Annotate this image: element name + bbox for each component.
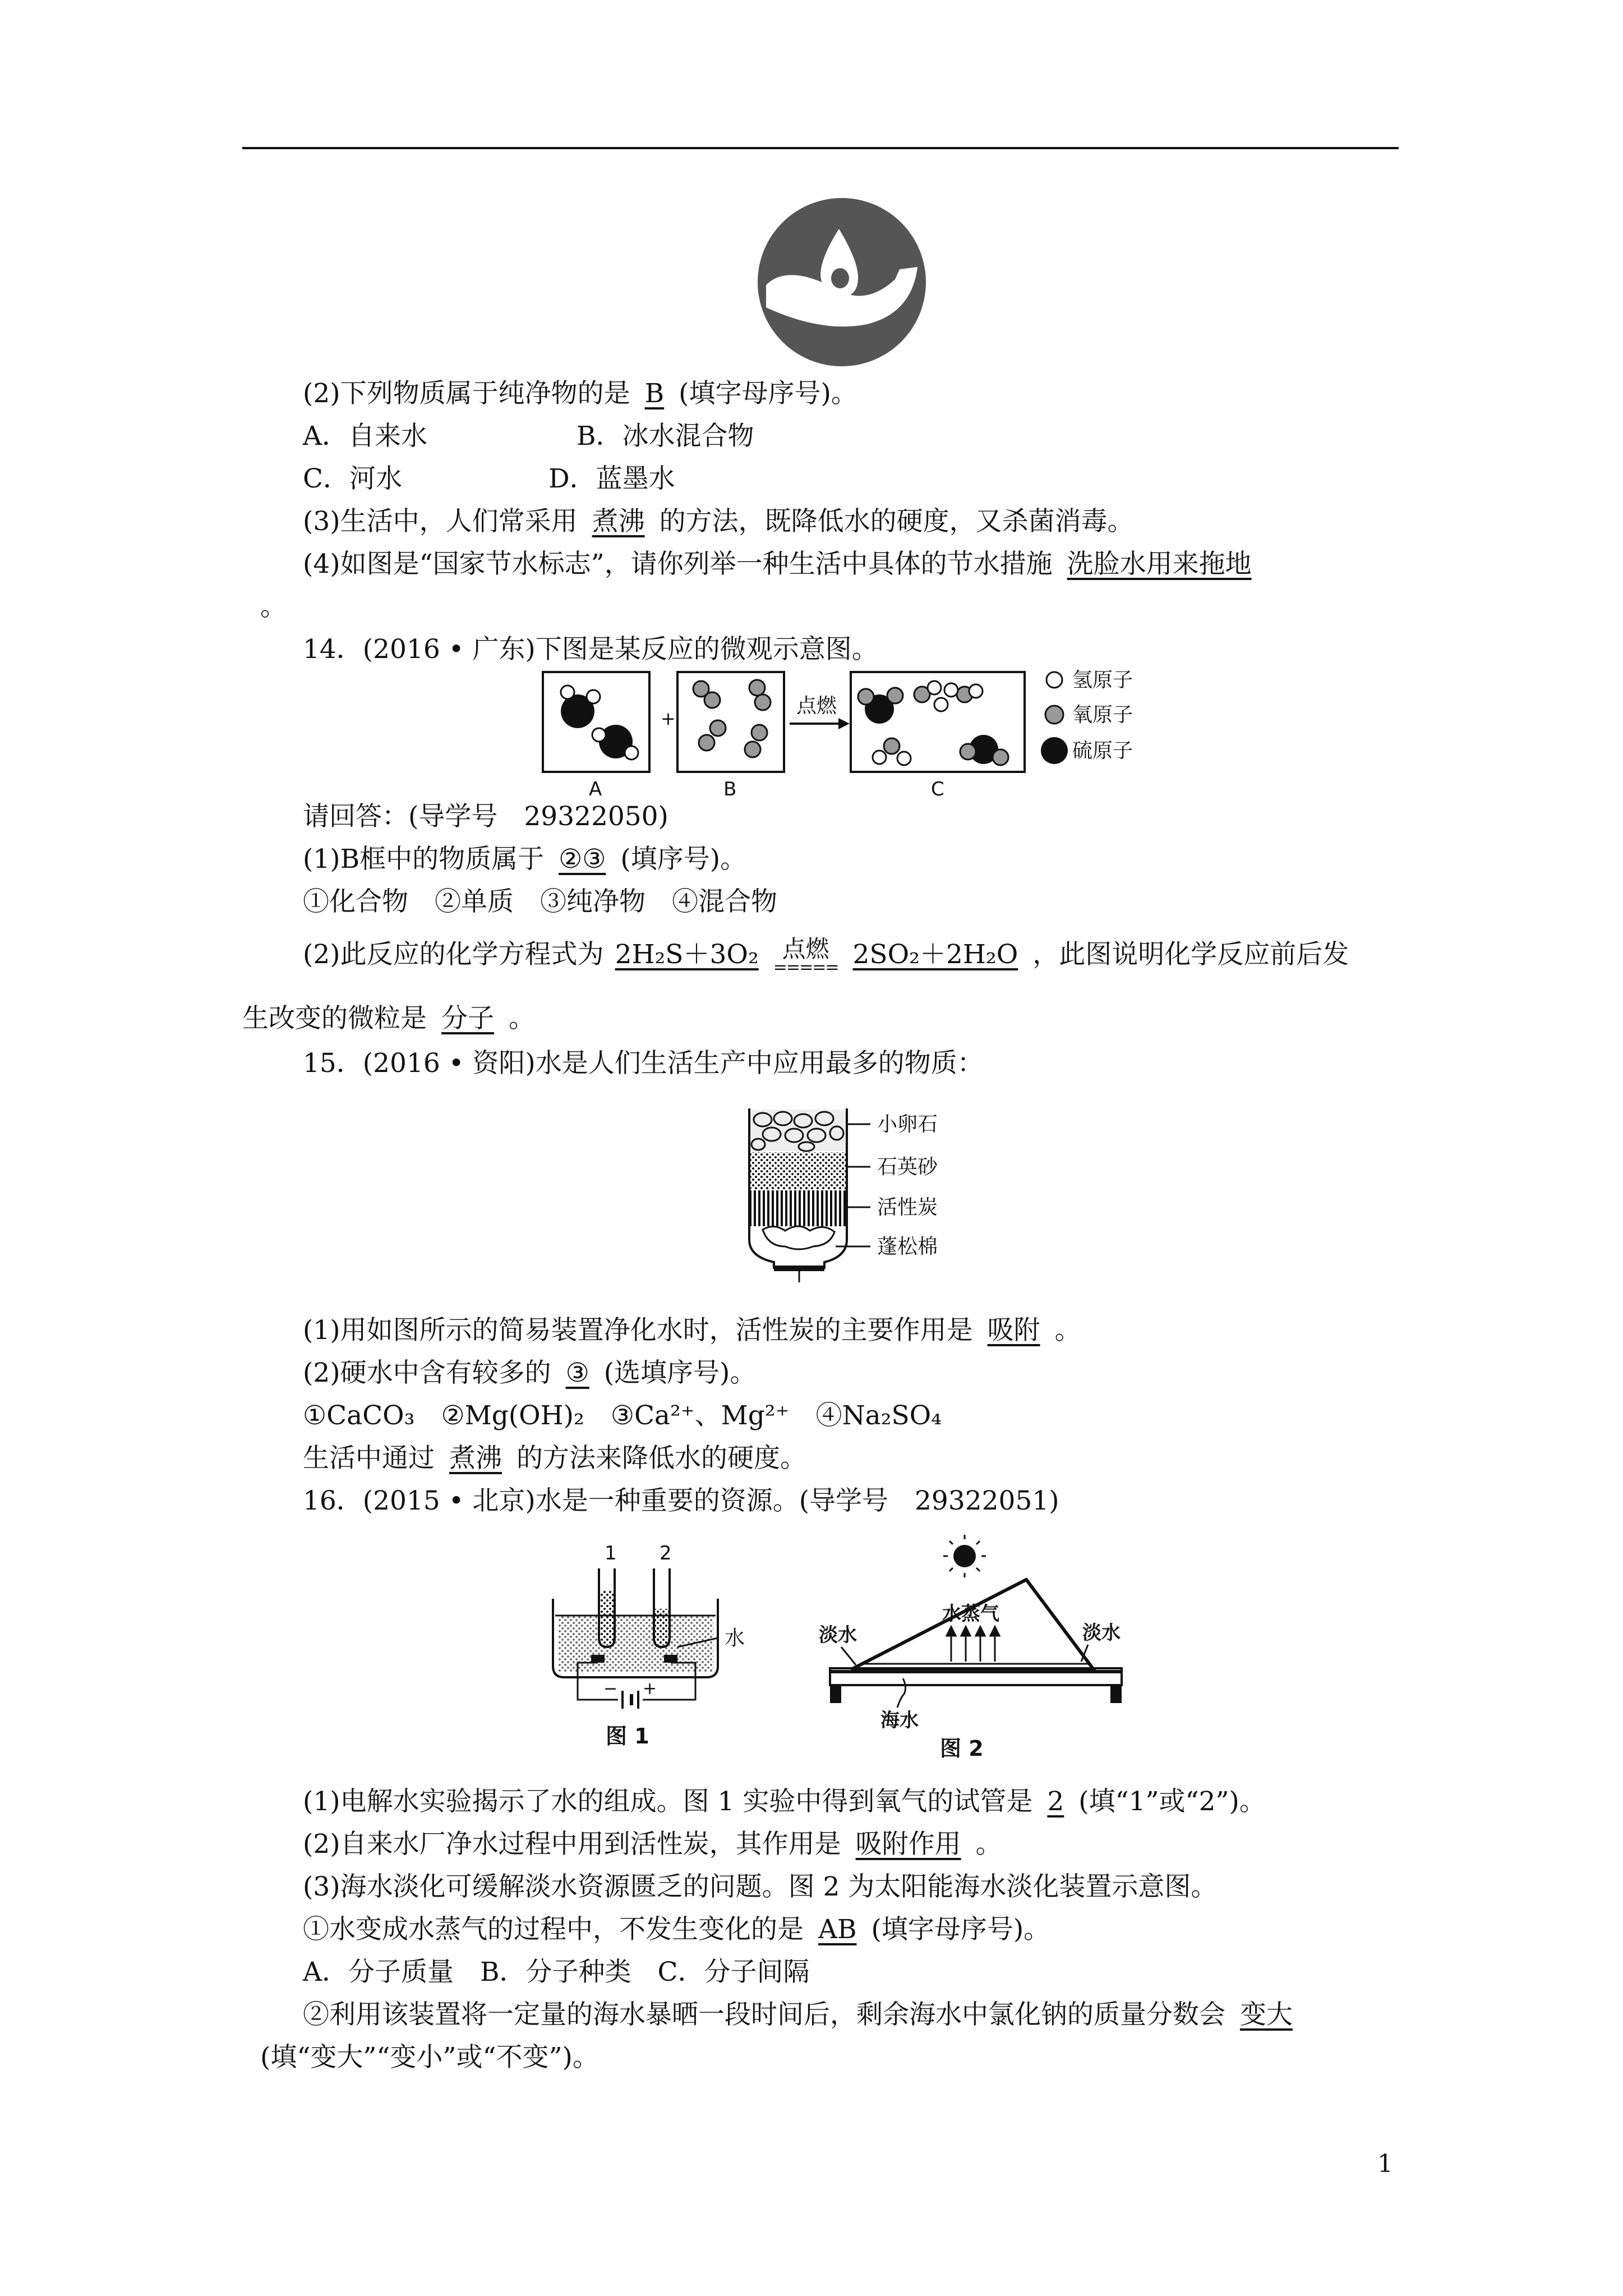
- q16-p2-text: (2)自来水厂净水过程中用到活性炭，其作用是: [303, 1829, 841, 1860]
- q16-p1-text: (1)电解水实验揭示了水的组成。图 1 实验中得到氧气的试管是: [303, 1786, 1033, 1817]
- q13-option-a: A．自来水: [303, 421, 427, 452]
- q14-part1: [303, 841, 746, 877]
- q15-p2-answer: ③: [565, 1358, 589, 1388]
- q14-equation-condition: [773, 935, 838, 977]
- vapor-label: 水蒸气: [942, 1603, 999, 1625]
- q15-filter-diagram: [740, 1099, 976, 1285]
- box-label-c: C: [931, 778, 944, 800]
- q13-p2-text: (2)下列物质属于纯净物的是: [303, 378, 630, 409]
- box-a-molecules: [561, 685, 638, 760]
- q16-p3-2-text: ②利用该装置将一定量的海水暴晒一段时间后，剩余海水中氯化钠的质量分数会: [303, 1999, 1225, 2030]
- q14-p2-line2-end: 。: [509, 1003, 535, 1034]
- q14-part2-line2: [242, 1001, 535, 1037]
- q16-part3-2-end: [242, 2040, 599, 2076]
- q14-prompt: 请回答：(导学号 29322050): [303, 801, 668, 832]
- q14-p1-text: (1)B框中的物质属于: [303, 844, 545, 875]
- box-b-molecules: [693, 680, 771, 757]
- box-label-a: A: [589, 778, 602, 800]
- seawater-label: 海水: [880, 1709, 919, 1732]
- q14-micro-diagram: [533, 668, 1195, 802]
- q15-p3-answer: 煮沸: [449, 1443, 502, 1474]
- figure-1-caption: 图 1: [606, 1724, 649, 1749]
- legend-oxygen: 氧原子: [1072, 703, 1133, 726]
- q14-p2-line2-text: 生改变的微粒是: [242, 1003, 427, 1034]
- q16-part3-options: A．分子质量 B．分子种类 C．分子间隔: [303, 1957, 810, 1987]
- q16-p3-1-answer: AB: [818, 1914, 857, 1945]
- label-cotton: 蓬松棉: [877, 1235, 938, 1258]
- q14-p2-text-end: ，此图说明化学反应前后发: [1032, 939, 1349, 970]
- q13-p3-answer: 煮沸: [592, 506, 645, 537]
- figure-2-caption: 图 2: [940, 1736, 984, 1761]
- q15-p1-text: (1)用如图所示的简易装置净化水时，活性炭的主要作用是: [303, 1315, 973, 1346]
- q14-p2-text: (2)此反应的化学方程式为: [303, 939, 604, 970]
- q16-part3-1: [303, 1912, 1050, 1948]
- q13-p2-answer: B: [644, 378, 665, 409]
- q13-part4-end: [242, 589, 287, 625]
- page-number: 1: [1377, 2150, 1393, 2178]
- q16-figure-2-desalination: [808, 1531, 1144, 1773]
- q13-option-b: B．冰水混合物: [577, 421, 754, 452]
- q13-option-d: D．蓝墨水: [548, 463, 675, 494]
- label-activated-carbon: 活性炭: [877, 1196, 938, 1219]
- q15-p3-text-end: 的方法来降低水的硬度。: [517, 1443, 806, 1474]
- q16-figure-1-electrolysis: [544, 1537, 780, 1773]
- q15-p1-text-end: 。: [1054, 1315, 1081, 1346]
- tube-2-label: 2: [660, 1542, 672, 1565]
- q13-part2: [303, 376, 857, 412]
- label-pebbles: 小卵石: [877, 1113, 938, 1136]
- q14-p1-answer: ②③: [559, 844, 606, 875]
- q14-title: 14．(2016 • 广东)下图是某反应的微观示意图。: [303, 634, 878, 665]
- box-label-b: B: [723, 778, 737, 800]
- q13-p4-text: (4)如图是“国家节水标志”，请你列举一种生活中具体的节水措施: [303, 549, 1053, 579]
- q15-p2-text-end: (选填序号)。: [603, 1358, 757, 1388]
- q15-part1: [303, 1313, 1081, 1349]
- q16-part3: (3)海水淡化可缓解淡水资源匮乏的问题。图 2 为太阳能海水淡化装置示意图。: [303, 1871, 1218, 1902]
- q14-p2-answer: 分子: [441, 1003, 494, 1034]
- q16-p3-2-end: (填“变大”“变小”或“不变”)。: [260, 2042, 599, 2073]
- svg-text:−: −: [603, 1679, 618, 1699]
- q16-p3-1-text-end: (填字母序号)。: [871, 1914, 1050, 1945]
- q13-part3: [303, 504, 1134, 540]
- svg-text:+: +: [661, 708, 676, 729]
- q15-part2: [303, 1355, 756, 1391]
- q13-p3-text-end: 的方法，既降低水的硬度，又杀菌消毒。: [659, 506, 1134, 537]
- q16-part3-2: [303, 1997, 1307, 2033]
- q13-p4-end: 。: [260, 591, 287, 622]
- q16-part1: [303, 1784, 1266, 1820]
- q16-p3-2-answer-tail: [242, 2042, 260, 2073]
- equation-equals: =====: [773, 958, 838, 977]
- legend-sulfur: 硫原子: [1072, 739, 1133, 762]
- water-label: 水: [725, 1627, 745, 1650]
- q15-p3-text: 生活中通过: [303, 1443, 435, 1474]
- q16-p3-1-text: ①水变成水蒸气的过程中，不发生变化的是: [303, 1914, 804, 1945]
- q15-options: ①CaCO₃ ②Mg(OH)₂ ③Ca²⁺、Mg²⁺ ④Na₂SO₄: [303, 1400, 942, 1431]
- water-saving-logo: [755, 195, 929, 369]
- legend-hydrogen: 氢原子: [1072, 669, 1133, 692]
- q15-title: 15．(2016 • 资阳)水是人们生活生产中应用最多的物质：: [303, 1048, 984, 1079]
- arrow-condition-label: 点燃: [796, 694, 837, 717]
- svg-text:+: +: [643, 1679, 657, 1699]
- q16-p2-text-end: 。: [975, 1829, 1002, 1860]
- q14-equation-lhs: 2H₂S＋3O₂: [615, 939, 759, 970]
- q16-title: 16．(2015 • 北京)水是一种重要的资源。(导学号 29322051): [303, 1485, 1059, 1516]
- q16-p1-text-end: (填“1”或“2”)。: [1078, 1786, 1266, 1817]
- top-rule: [242, 147, 1399, 149]
- q16-p3-2-answer: 变大: [1240, 1999, 1293, 2030]
- q16-part2: [303, 1826, 1002, 1862]
- q15-p2-text: (2)硬水中含有较多的: [303, 1358, 551, 1388]
- equation-condition-text: 点燃: [782, 935, 829, 963]
- q16-p1-answer: 2: [1047, 1786, 1064, 1817]
- q16-p2-answer: 吸附作用: [855, 1829, 961, 1860]
- fresh-water-left-label: 淡水: [819, 1624, 857, 1646]
- q13-p4-answer: 洗脸水用来拖地: [1067, 549, 1252, 579]
- label-quartz-sand: 石英砂: [877, 1156, 938, 1179]
- q14-part2: [303, 937, 1349, 975]
- q14-options: ①化合物 ②单质 ③纯净物 ④混合物: [303, 886, 777, 917]
- q14-p1-text-end: (填序号)。: [620, 844, 747, 875]
- tube-1-label: 1: [605, 1542, 617, 1565]
- q13-part4: [303, 546, 1266, 582]
- q15-p1-answer: 吸附: [987, 1315, 1040, 1346]
- q13-p4-answer-tail: [242, 591, 260, 622]
- fresh-water-right-label: 淡水: [1082, 1622, 1121, 1644]
- q15-part3: [303, 1441, 806, 1476]
- q14-equation-rhs: 2SO₂＋2H₂O: [852, 939, 1018, 970]
- q13-p3-text: (3)生活中，人们常采用: [303, 506, 578, 537]
- q13-p2-text-end: (填字母序号)。: [679, 378, 857, 409]
- q13-option-c: C．河水: [303, 463, 402, 494]
- box-c-molecules: [858, 681, 1008, 765]
